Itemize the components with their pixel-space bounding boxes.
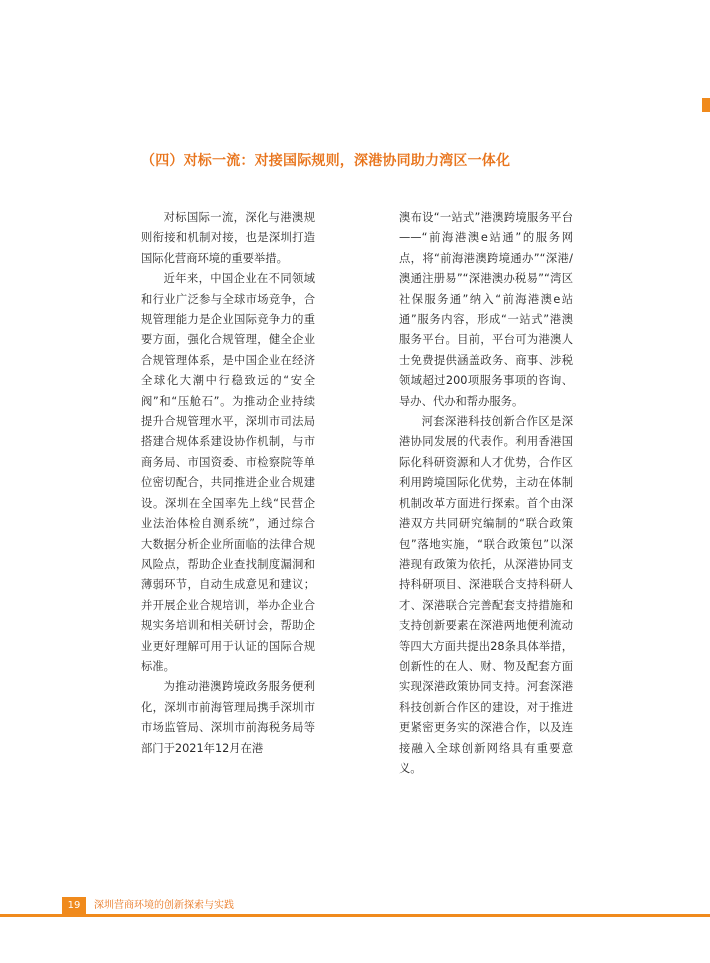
paragraph: 为推动港澳跨境政务服务便利化，深圳市前海管理局携手深圳市市场监管局、深圳市前海税务局等部门于2021年12月在港 [141, 680, 315, 755]
paragraph: 河套深港科技创新合作区是深港协同发展的代表作。利用香港国际化科研资源和人才优势，合作区利用跨境国际化优势，主动在体制机制改革方面进行探索。首个由深港双方共同研究编制的“联合政策包”落地实施，“联合政策包”以深港现有政策为依托，从深港协同支持科研项目、深港联合支持科研人才、深港联合完善配套支持措施和支持创新要素在深港两地便利流动等四大方面共提出28条具体举措，创新性的在人、财、物及配套方面实现深港政策协同支持。河套深港科技创新合作区的建设，对于推进更紧密更务实的深港合作，以及连接融入全球创新网络具有重要意义。 [399, 415, 573, 775]
paragraph-continued: 澳布设“一站式”港澳跨境服务平台——“前海港澳e站通”的服务网点，将“前海港澳跨境通办”“深港/澳通注册易”“深港澳办税易”“湾区社保服务通”纳入“前海港澳e站通”服务内容，形成“一站式”港澳服务平台。目前，平台可为港澳人士免费提供涵盖政务、商事、涉税领域超过200项服务事项的咨询、导办、代办和帮办服务。 [399, 211, 573, 408]
footer-rule [0, 914, 710, 917]
running-title: 深圳营商环境的创新探索与实践 [94, 900, 234, 911]
page-number: 19 [62, 897, 86, 914]
page-edge-marker [702, 98, 710, 112]
paragraph: 近年来，中国企业在不同领域和行业广泛参与全球市场竞争，合规管理能力是企业国际竞争力的重要方面，强化合规管理，健全企业合规管理体系，是中国企业在经济全球化大潮中行稳致远的“安全阀”和“压舱石”。为推动企业持续提升合规管理水平，深圳市司法局搭建合规体系建设协作机制，与市商务局、市国资委、市检察院等单位密切配合，共同推进企业合规建设。深圳在全国率先上线“民营企业法治体检自测系统”，通过综合大数据分析企业所面临的法律合规风险点，帮助企业查找制度漏洞和薄弱环节，自动生成意见和建议；并开展企业合规培训，举办企业合规实务培训和相关研讨会，帮助企业更好理解可用于认证的国际合规标准。 [141, 272, 315, 673]
section-title: （四）对标一流：对接国际规则，深港协同助力湾区一体化 [141, 153, 511, 169]
right-text-column [399, 208, 573, 779]
left-text-column [141, 208, 315, 759]
paragraph: 对标国际一流，深化与港澳规则衔接和机制对接，也是深圳打造国际化营商环境的重要举措。 [141, 211, 315, 265]
